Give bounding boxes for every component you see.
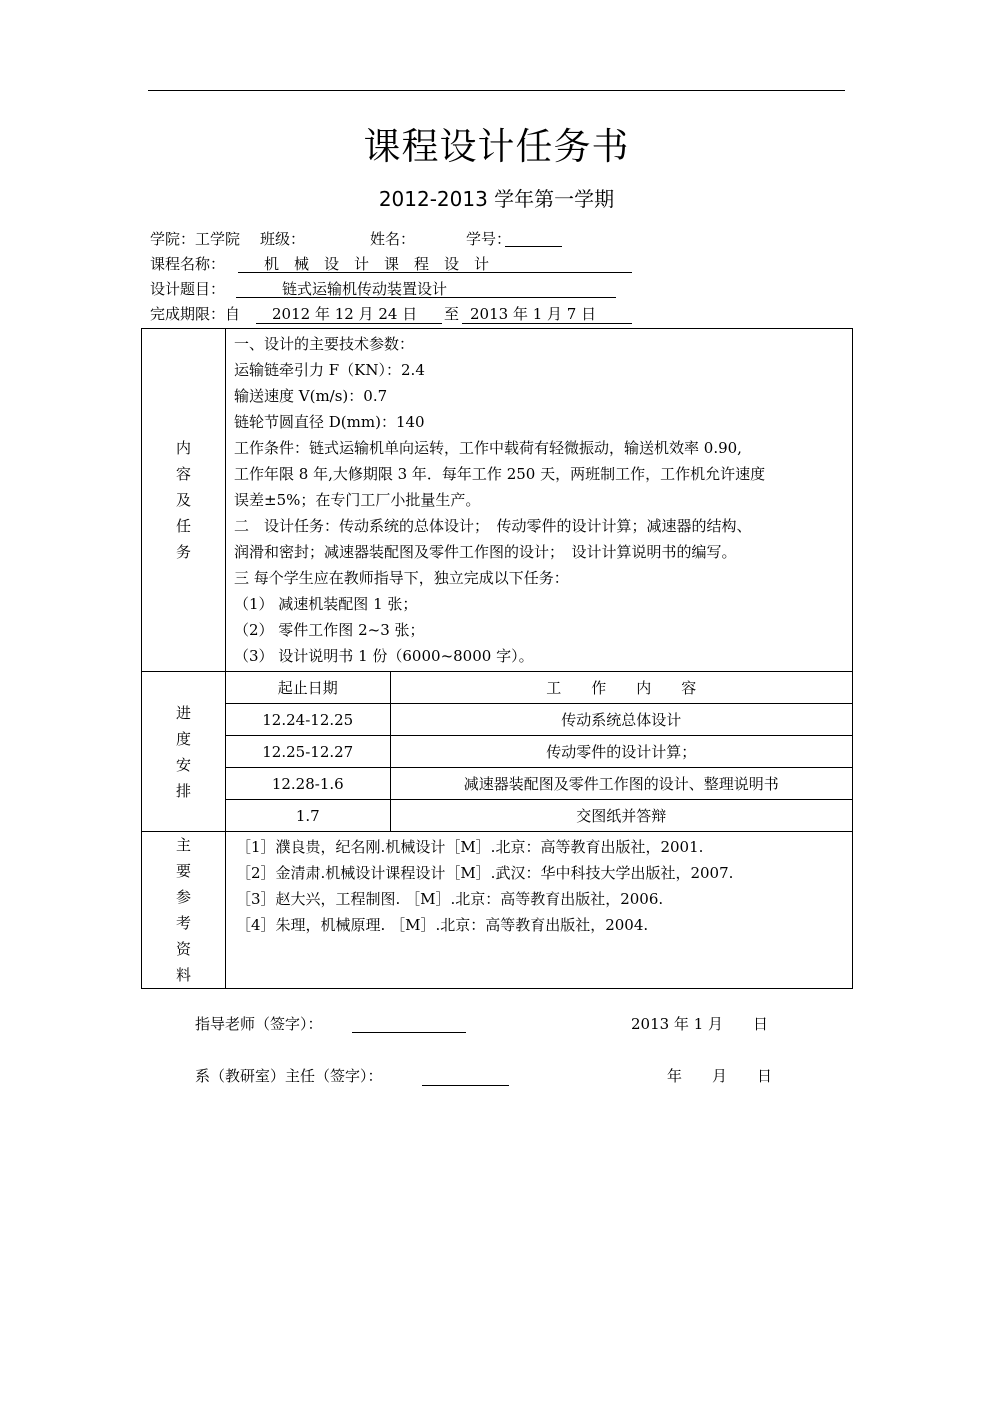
- period-to: 至: [444, 305, 460, 323]
- content-line: （3） 设计说明书 1 份（6000~8000 字）。: [234, 647, 534, 665]
- director-signature-label: 系（教研室）主任（签字）：: [195, 1067, 383, 1085]
- content-line: 二 设计任务：传动系统的总体设计； 传动零件的设计计算；减速器的结构、: [234, 517, 752, 535]
- schedule-date: 12.28-1.6: [226, 768, 390, 800]
- schedule-date: 1.7: [226, 800, 390, 832]
- schedule-task: 传动系统总体设计: [390, 704, 852, 736]
- schedule-task: 交图纸并答辩: [390, 800, 852, 832]
- course-underline: [238, 272, 632, 273]
- table-row: [226, 800, 852, 832]
- reference-item: ［3］赵大兴，工程制图. ［M］.北京：高等教育出版社，2006.: [236, 890, 664, 908]
- task-table: [141, 328, 853, 989]
- student-id-label: 学号：: [466, 230, 512, 248]
- table-row: [226, 768, 852, 800]
- course-label: 课程名称：: [150, 255, 226, 273]
- topic-value: 链式运输机传动装置设计: [282, 280, 448, 298]
- schedule-header-row: [226, 672, 852, 704]
- table-row: [226, 736, 852, 768]
- references-section-body: [226, 832, 853, 989]
- advisor-signature-label: 指导老师（签字）：: [195, 1015, 323, 1033]
- period-end-underline: [462, 323, 632, 324]
- schedule-task: 减速器装配图及零件工作图的设计、整理说明书: [390, 768, 852, 800]
- topic-label: 设计题目：: [150, 280, 226, 298]
- schedule-task: 传动零件的设计计算；: [390, 736, 852, 768]
- course-value: 机 械 设 计 课 程 设 计: [264, 255, 490, 273]
- content-line: （1） 减速机装配图 1 张；: [234, 595, 418, 613]
- table-row: [226, 704, 852, 736]
- content-section-label: 内 容 及 任 务: [142, 329, 226, 672]
- references-row: [142, 832, 853, 989]
- reference-item: ［4］朱理，机械原理. ［M］.北京：高等教育出版社，2004.: [236, 916, 649, 934]
- schedule-date: 12.24-12.25: [226, 704, 390, 736]
- document-subtitle: 2012-2013 学年第一学期: [378, 187, 615, 211]
- content-line: 一、设计的主要技术参数：: [234, 335, 415, 353]
- period-start-underline: [256, 323, 442, 324]
- top-rule: [148, 90, 845, 91]
- schedule-section-body: [226, 672, 853, 832]
- content-line: 工作条件：链式运输机单向运转，工作中载荷有轻微振动，输送机效率 0.90,: [234, 439, 742, 457]
- content-line: 三 每个学生应在教师指导下，独立完成以下任务：: [234, 569, 569, 587]
- name-label: 姓名：: [370, 230, 416, 248]
- document-title: 课程设计任务书: [363, 125, 630, 168]
- content-line: 工作年限 8 年,大修期限 3 年．每年工作 250 天，两班制工作，工作机允许速度: [234, 465, 766, 483]
- content-row: [142, 329, 853, 672]
- college-label: 学院：: [150, 230, 196, 248]
- period-start: 2012 年 12 月 24 日: [272, 305, 418, 323]
- period-end: 2013 年 1 月 7 日: [470, 305, 597, 323]
- schedule-header-content: 工 作 内 容: [390, 672, 852, 704]
- content-line: 输送速度 V(m/s)：0.7: [234, 387, 388, 405]
- student-id-underline: [505, 246, 562, 247]
- content-line: 链轮节圆直径 D(mm)：140: [234, 413, 425, 431]
- reference-item: ［2］金清肃.机械设计课程设计［M］.武汉：华中科技大学出版社，2007.: [236, 864, 734, 882]
- director-signature-line: [422, 1085, 509, 1086]
- advisor-signature-line: [352, 1032, 466, 1033]
- reference-item: ［1］濮良贵，纪名刚.机械设计［M］.北京：高等教育出版社，2001.: [236, 838, 704, 856]
- content-line: 润滑和密封；减速器装配图及零件工作图的设计； 设计计算说明书的编写。: [234, 543, 737, 561]
- schedule-section-label: 进 度 安 排: [142, 672, 226, 832]
- schedule-date: 12.25-12.27: [226, 736, 390, 768]
- schedule-row: [142, 672, 853, 832]
- period-label: 完成期限：自: [150, 305, 241, 323]
- schedule-table: [226, 672, 852, 831]
- advisor-signature-date: 2013 年 1 月 日: [631, 1015, 769, 1033]
- content-line: 运输链牵引力 F（KN）：2.4: [234, 361, 425, 379]
- schedule-header-date: 起止日期: [226, 672, 390, 704]
- references-section-label: 主 要 参 考 资 料: [142, 832, 226, 989]
- class-label: 班级：: [260, 230, 306, 248]
- director-signature-date: 年 月 日: [667, 1067, 773, 1085]
- college-line: [150, 228, 240, 250]
- topic-underline: [236, 297, 616, 298]
- content-line: 误差±5%；在专门工厂小批量生产。: [234, 491, 481, 509]
- content-line: （2） 零件工作图 2~3 张；: [234, 621, 425, 639]
- content-section-body: [226, 329, 853, 672]
- college-value: 工学院: [195, 230, 241, 248]
